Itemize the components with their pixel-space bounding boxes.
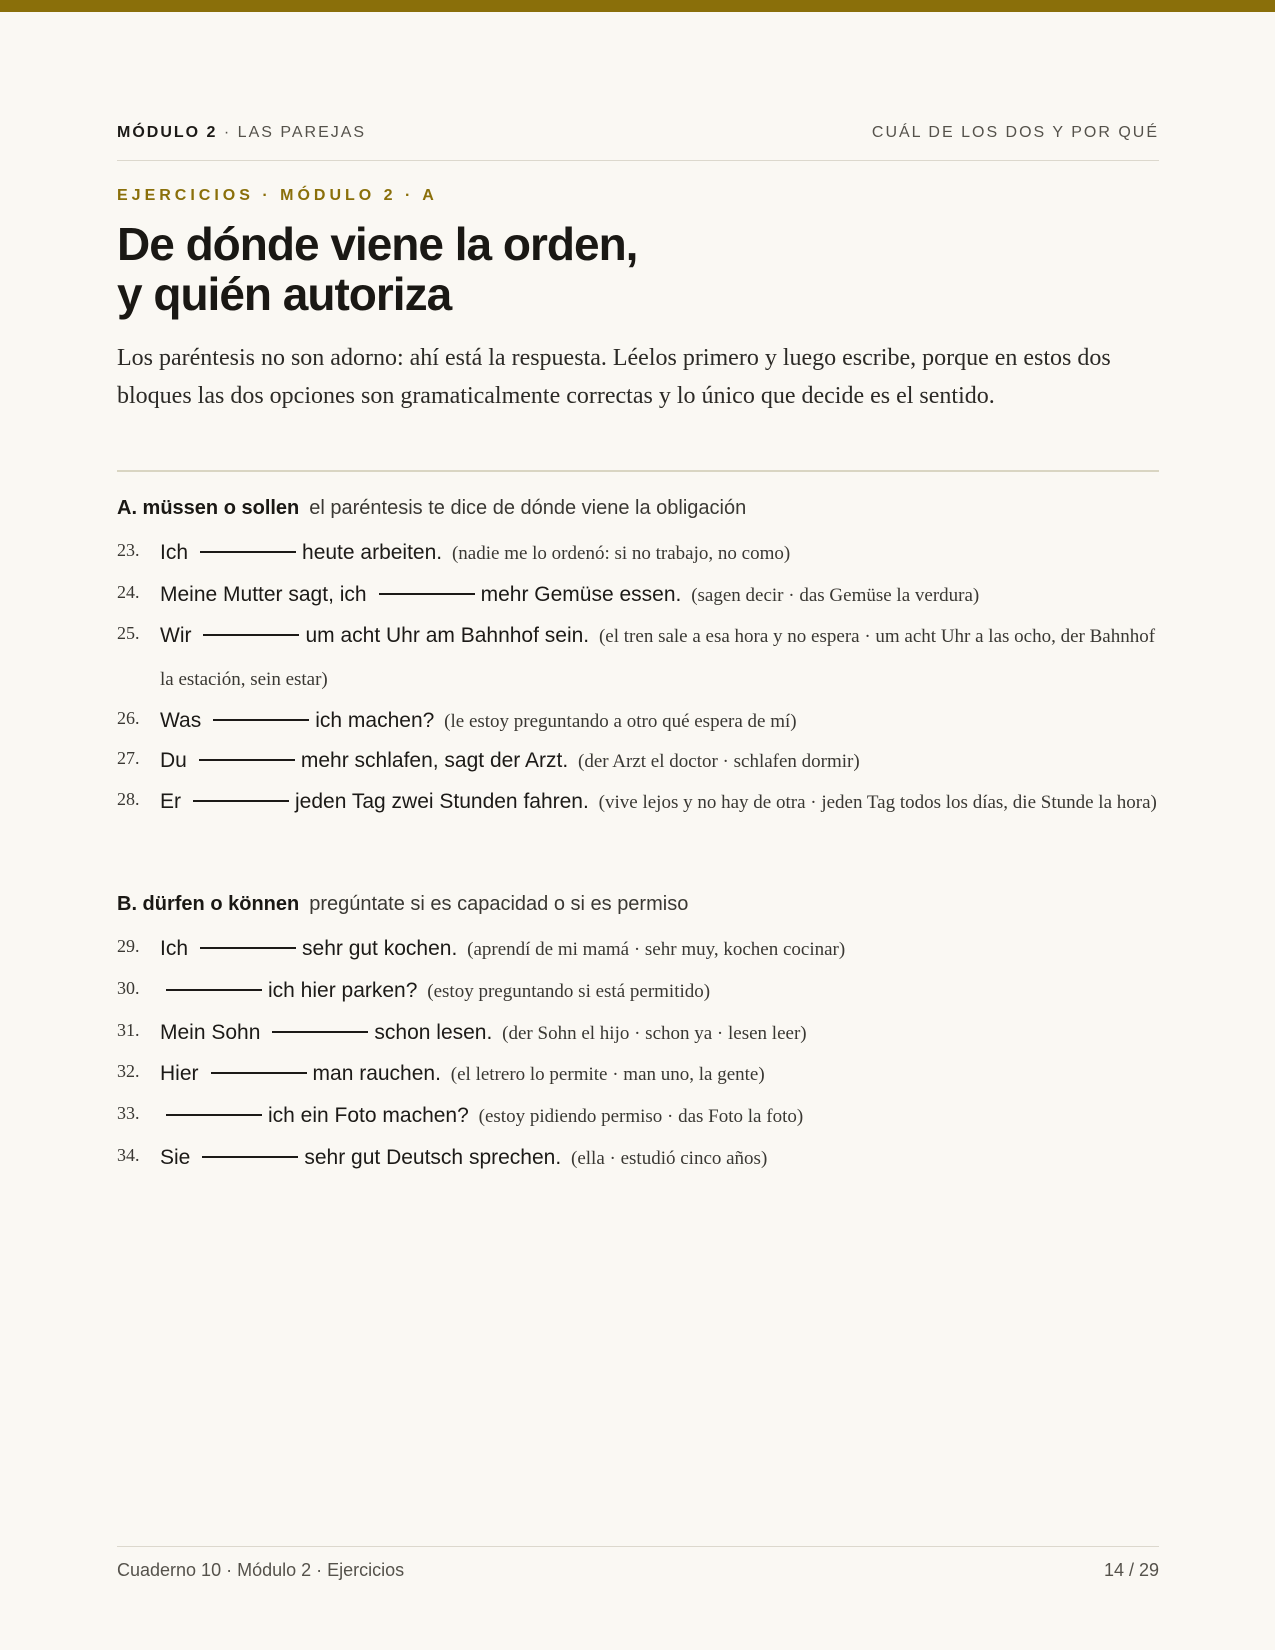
sentence-start: Mein Sohn (160, 1021, 261, 1044)
page-footer (117, 1560, 1159, 1581)
exercise-31 (117, 1012, 1159, 1055)
sentence-start: Was (160, 709, 202, 732)
sentence-start: Ich (160, 541, 189, 564)
exercise-number: 25. (117, 623, 140, 643)
answer-blank[interactable] (272, 1030, 368, 1033)
section-b-label: B. dürfen o können (117, 893, 300, 915)
exercise-23 (117, 532, 1159, 575)
exercise-number: 23. (117, 540, 140, 560)
title-line-1: De dónde viene la orden, (117, 218, 638, 270)
exercise-number: 27. (117, 748, 140, 768)
sentence-end: um acht Uhr am Bahnhof sein. (305, 624, 590, 647)
exercise-27 (117, 740, 1159, 783)
sentence-start: Du (160, 749, 187, 772)
answer-blank[interactable] (211, 1071, 307, 1074)
page-number: 14 / 29 (1103, 1560, 1159, 1580)
sentence-end: mehr schlafen, sagt der Arzt. (300, 749, 569, 772)
hint-note: (vive lejos y no hay de otra · jeden Tag todos los días, die Stunde la hora) (598, 792, 1157, 813)
footer-left: Cuaderno 10 · Módulo 2 · Ejercicios (117, 1560, 405, 1580)
sentence-end: mehr Gemüse essen. (480, 583, 682, 606)
page-title (117, 219, 637, 319)
exercise-26 (117, 700, 1159, 743)
exercise-number: 30. (117, 978, 140, 998)
header-divider (117, 160, 1159, 161)
hint-note: (le estoy preguntando a otro qué espera de mí) (444, 711, 797, 732)
exercise-33 (117, 1095, 1159, 1138)
exercise-28 (117, 781, 1159, 824)
hint-note: (der Arzt el doctor · schlafen dormir) (578, 751, 860, 772)
sentence-end: heute arbeiten. (302, 541, 443, 564)
exercise-25 (117, 615, 1159, 701)
exercise-29 (117, 928, 1159, 971)
sentence-start: Hier (160, 1062, 199, 1085)
sentence-end: man rauchen. (312, 1062, 441, 1085)
footer-divider (117, 1546, 1159, 1547)
module-label: MÓDULO 2 (117, 124, 218, 141)
section-a-heading (117, 497, 746, 520)
sentence-start: Sie (160, 1146, 191, 1169)
exercise-34 (117, 1137, 1159, 1180)
hint-note: (aprendí de mi mamá · sehr muy, kochen cocinar) (467, 939, 846, 960)
hint-note: (estoy pidiendo permiso · das Foto la foto) (478, 1106, 804, 1127)
hint-note: (el tren sale a esa hora y no espera · um acht Uhr a las ocho, der Bahnhof la estación, sein estar) (160, 626, 1156, 690)
sentence-end: ich ein Foto machen? (268, 1104, 469, 1127)
exercise-number: 32. (117, 1061, 140, 1081)
hint-note: (el letrero lo permite · man uno, la gente) (450, 1064, 765, 1085)
exercise-number: 31. (117, 1020, 140, 1040)
exercise-number: 34. (117, 1145, 140, 1165)
top-accent-bar (0, 0, 1275, 12)
exercise-number: 28. (117, 789, 140, 809)
hint-note: (der Sohn el hijo · schon ya · lesen leer) (502, 1023, 807, 1044)
sentence-end: sehr gut kochen. (302, 937, 458, 960)
exercise-30 (117, 970, 1159, 1013)
answer-blank[interactable] (200, 946, 296, 949)
answer-blank[interactable] (166, 988, 262, 991)
module-subtitle: · LAS PAREJAS (217, 124, 367, 141)
sentence-end: ich machen? (315, 709, 435, 732)
answer-blank[interactable] (203, 633, 299, 636)
sentence-start: Er (160, 790, 181, 813)
answer-blank[interactable] (200, 550, 296, 553)
answer-blank[interactable] (199, 758, 295, 761)
section-a-hint: el paréntesis te dice de dónde viene la obligación (309, 497, 747, 519)
sentence-end: schon lesen. (374, 1021, 493, 1044)
running-header (117, 124, 1159, 142)
sentence-start: Wir (160, 624, 192, 647)
exercise-number: 29. (117, 936, 140, 956)
exercise-32 (117, 1053, 1159, 1096)
sentence-end: ich hier parken? (268, 979, 418, 1002)
section-b-hint: pregúntate si es capacidad o si es permiso (309, 893, 689, 915)
exercise-number: 33. (117, 1103, 140, 1123)
hint-note: (ella · estudió cinco años) (571, 1148, 768, 1169)
answer-blank[interactable] (379, 592, 475, 595)
intro-paragraph: Los paréntesis no son adorno: ahí está la respuesta. Léelos primero y luego escribe, porque en estos dos bloques las dos opciones son gramaticalmente correctas y lo único que decide es el sentido. (117, 345, 1111, 409)
sentence-start: Meine Mutter sagt, ich (160, 583, 367, 606)
answer-blank[interactable] (193, 799, 289, 802)
sentence-end: jeden Tag zwei Stunden fahren. (295, 790, 589, 813)
sentence-start: Ich (160, 937, 189, 960)
section-eyebrow: EJERCICIOS · MÓDULO 2 · A (117, 187, 438, 204)
exercise-number: 26. (117, 708, 140, 728)
hint-note: (sagen decir · das Gemüse la verdura) (691, 585, 980, 606)
intro-divider (117, 470, 1159, 472)
section-a-label: A. müssen o sollen (117, 497, 300, 519)
hint-note: (nadie me lo ordenó: si no trabajo, no como) (451, 543, 791, 564)
answer-blank[interactable] (202, 1155, 298, 1158)
running-header-right: CUÁL DE LOS DOS Y POR QUÉ (871, 124, 1159, 141)
section-b-heading (117, 893, 688, 916)
exercise-number: 24. (117, 582, 140, 602)
running-header-left (117, 124, 366, 142)
title-line-2: y quién autoriza (117, 268, 452, 320)
answer-blank[interactable] (213, 718, 309, 721)
answer-blank[interactable] (166, 1113, 262, 1116)
hint-note: (estoy preguntando si está permitido) (427, 981, 711, 1002)
sentence-end: sehr gut Deutsch sprechen. (304, 1146, 562, 1169)
exercise-24 (117, 574, 1159, 617)
